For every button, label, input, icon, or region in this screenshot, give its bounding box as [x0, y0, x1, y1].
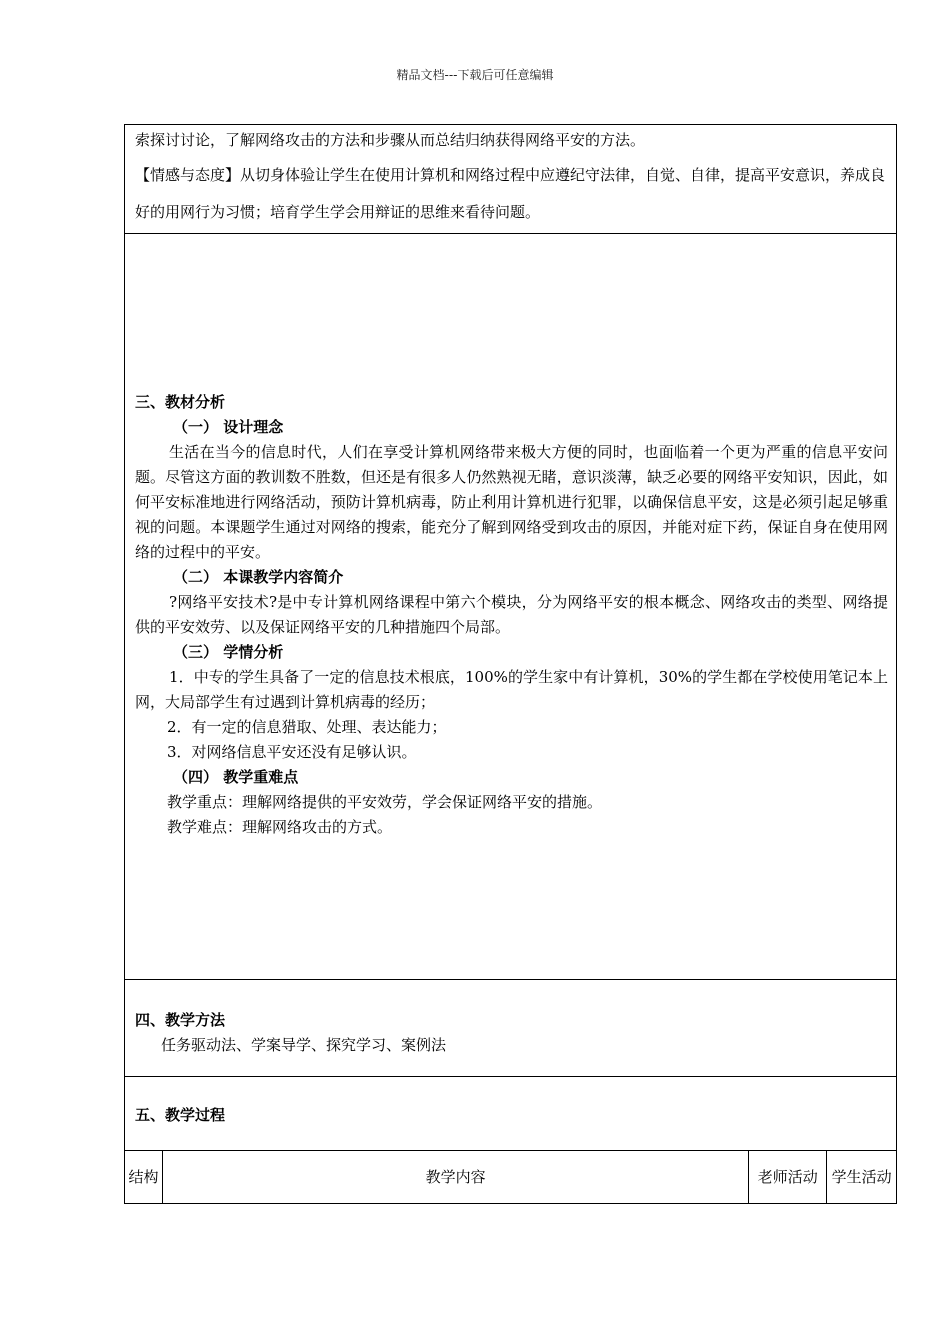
method-objective-tail: 索探讨讨论，了解网络攻击的方法和步骤从而总结归纳获得网络平安的方法。	[135, 131, 646, 149]
subsection-title-key-points: （四） 教学重难点	[173, 768, 299, 786]
teaching-process-section	[125, 1077, 896, 1151]
header-cell-student-activity: 学生活动	[831, 1167, 892, 1186]
teaching-methods-section	[125, 980, 896, 1077]
section-title-teaching-process: 五、教学过程	[135, 1106, 226, 1124]
attitude-objective	[135, 157, 888, 231]
section-title-teaching-methods: 四、教学方法	[135, 1011, 226, 1029]
header-cell-structure: 结构	[125, 1151, 163, 1203]
attitude-text: 从切身体验让学生在使用计算机和网络过程中应遵纪守法律，自觉、自律，提高平安意识，养成良好的用网行为习惯；培育学生学会用辩证的思维来看待问题。	[135, 166, 886, 221]
subsection-title-student-analysis: （三） 学情分析	[173, 643, 284, 661]
textbook-analysis-section	[125, 234, 896, 980]
student-analysis-item-3: 3．对网络信息平安还没有足够认识。	[167, 743, 417, 761]
section-title-textbook-analysis: 三、教材分析	[135, 393, 226, 411]
student-analysis-item-2: 2．有一定的信息猎取、处理、表达能力；	[167, 718, 447, 736]
page-header: 精品文档---下载后可任意编辑	[396, 68, 554, 82]
teaching-difficulty: 教学难点：理解网络攻击的方式。	[167, 818, 393, 836]
objectives-section	[125, 125, 896, 234]
attitude-title: 【情感与态度】	[135, 166, 241, 184]
lesson-plan-table	[124, 124, 897, 1204]
content-intro-text: ?网络平安技术?是中专计算机网络课程中第六个模块，分为网络平安的根本概念、网络攻击的类型、网络提供的平安效劳、以及保证网络平安的几种措施四个局部。	[135, 593, 888, 636]
design-concept-text: 生活在当今的信息时代，人们在享受计算机网络带来极大方便的同时，也面临着一个更为严重的信息平安问题。尽管这方面的教训数不胜数，但还是有很多人仍然熟视无睹，意识淡薄，缺乏必要的网络平安知识，因此，如何平安标准地进行网络活动，预防计算机病毒，防止利用计算机进行犯罪，以确保信息平安，这是必须引起足够重视的问题。本课题学生通过对网络的搜索，能充分了解到网络受到攻击的原因，并能对症下药，保证自身在使用网络的过程中的平安。	[135, 443, 888, 561]
student-analysis-item-1: 1．中专的学生具备了一定的信息技术根底，100%的学生家中有计算机，30%的学生都在学校使用笔记本上网，大局部学生有过遇到计算机病毒的经历；	[135, 668, 888, 711]
header-cell-content: 教学内容	[163, 1151, 749, 1203]
teaching-key-point: 教学重点：理解网络提供的平安效劳，学会保证网络平安的措施。	[167, 793, 603, 811]
header-cell-teacher-activity: 老师活动	[749, 1151, 827, 1203]
teaching-methods-text: 任务驱动法、学案导学、探究学习、案例法	[161, 1036, 447, 1054]
subsection-title-design-concept: （一） 设计理念	[173, 418, 284, 436]
subsection-title-content-intro: （二） 本课教学内容简介	[173, 568, 344, 586]
process-table-header-row	[125, 1151, 896, 1203]
